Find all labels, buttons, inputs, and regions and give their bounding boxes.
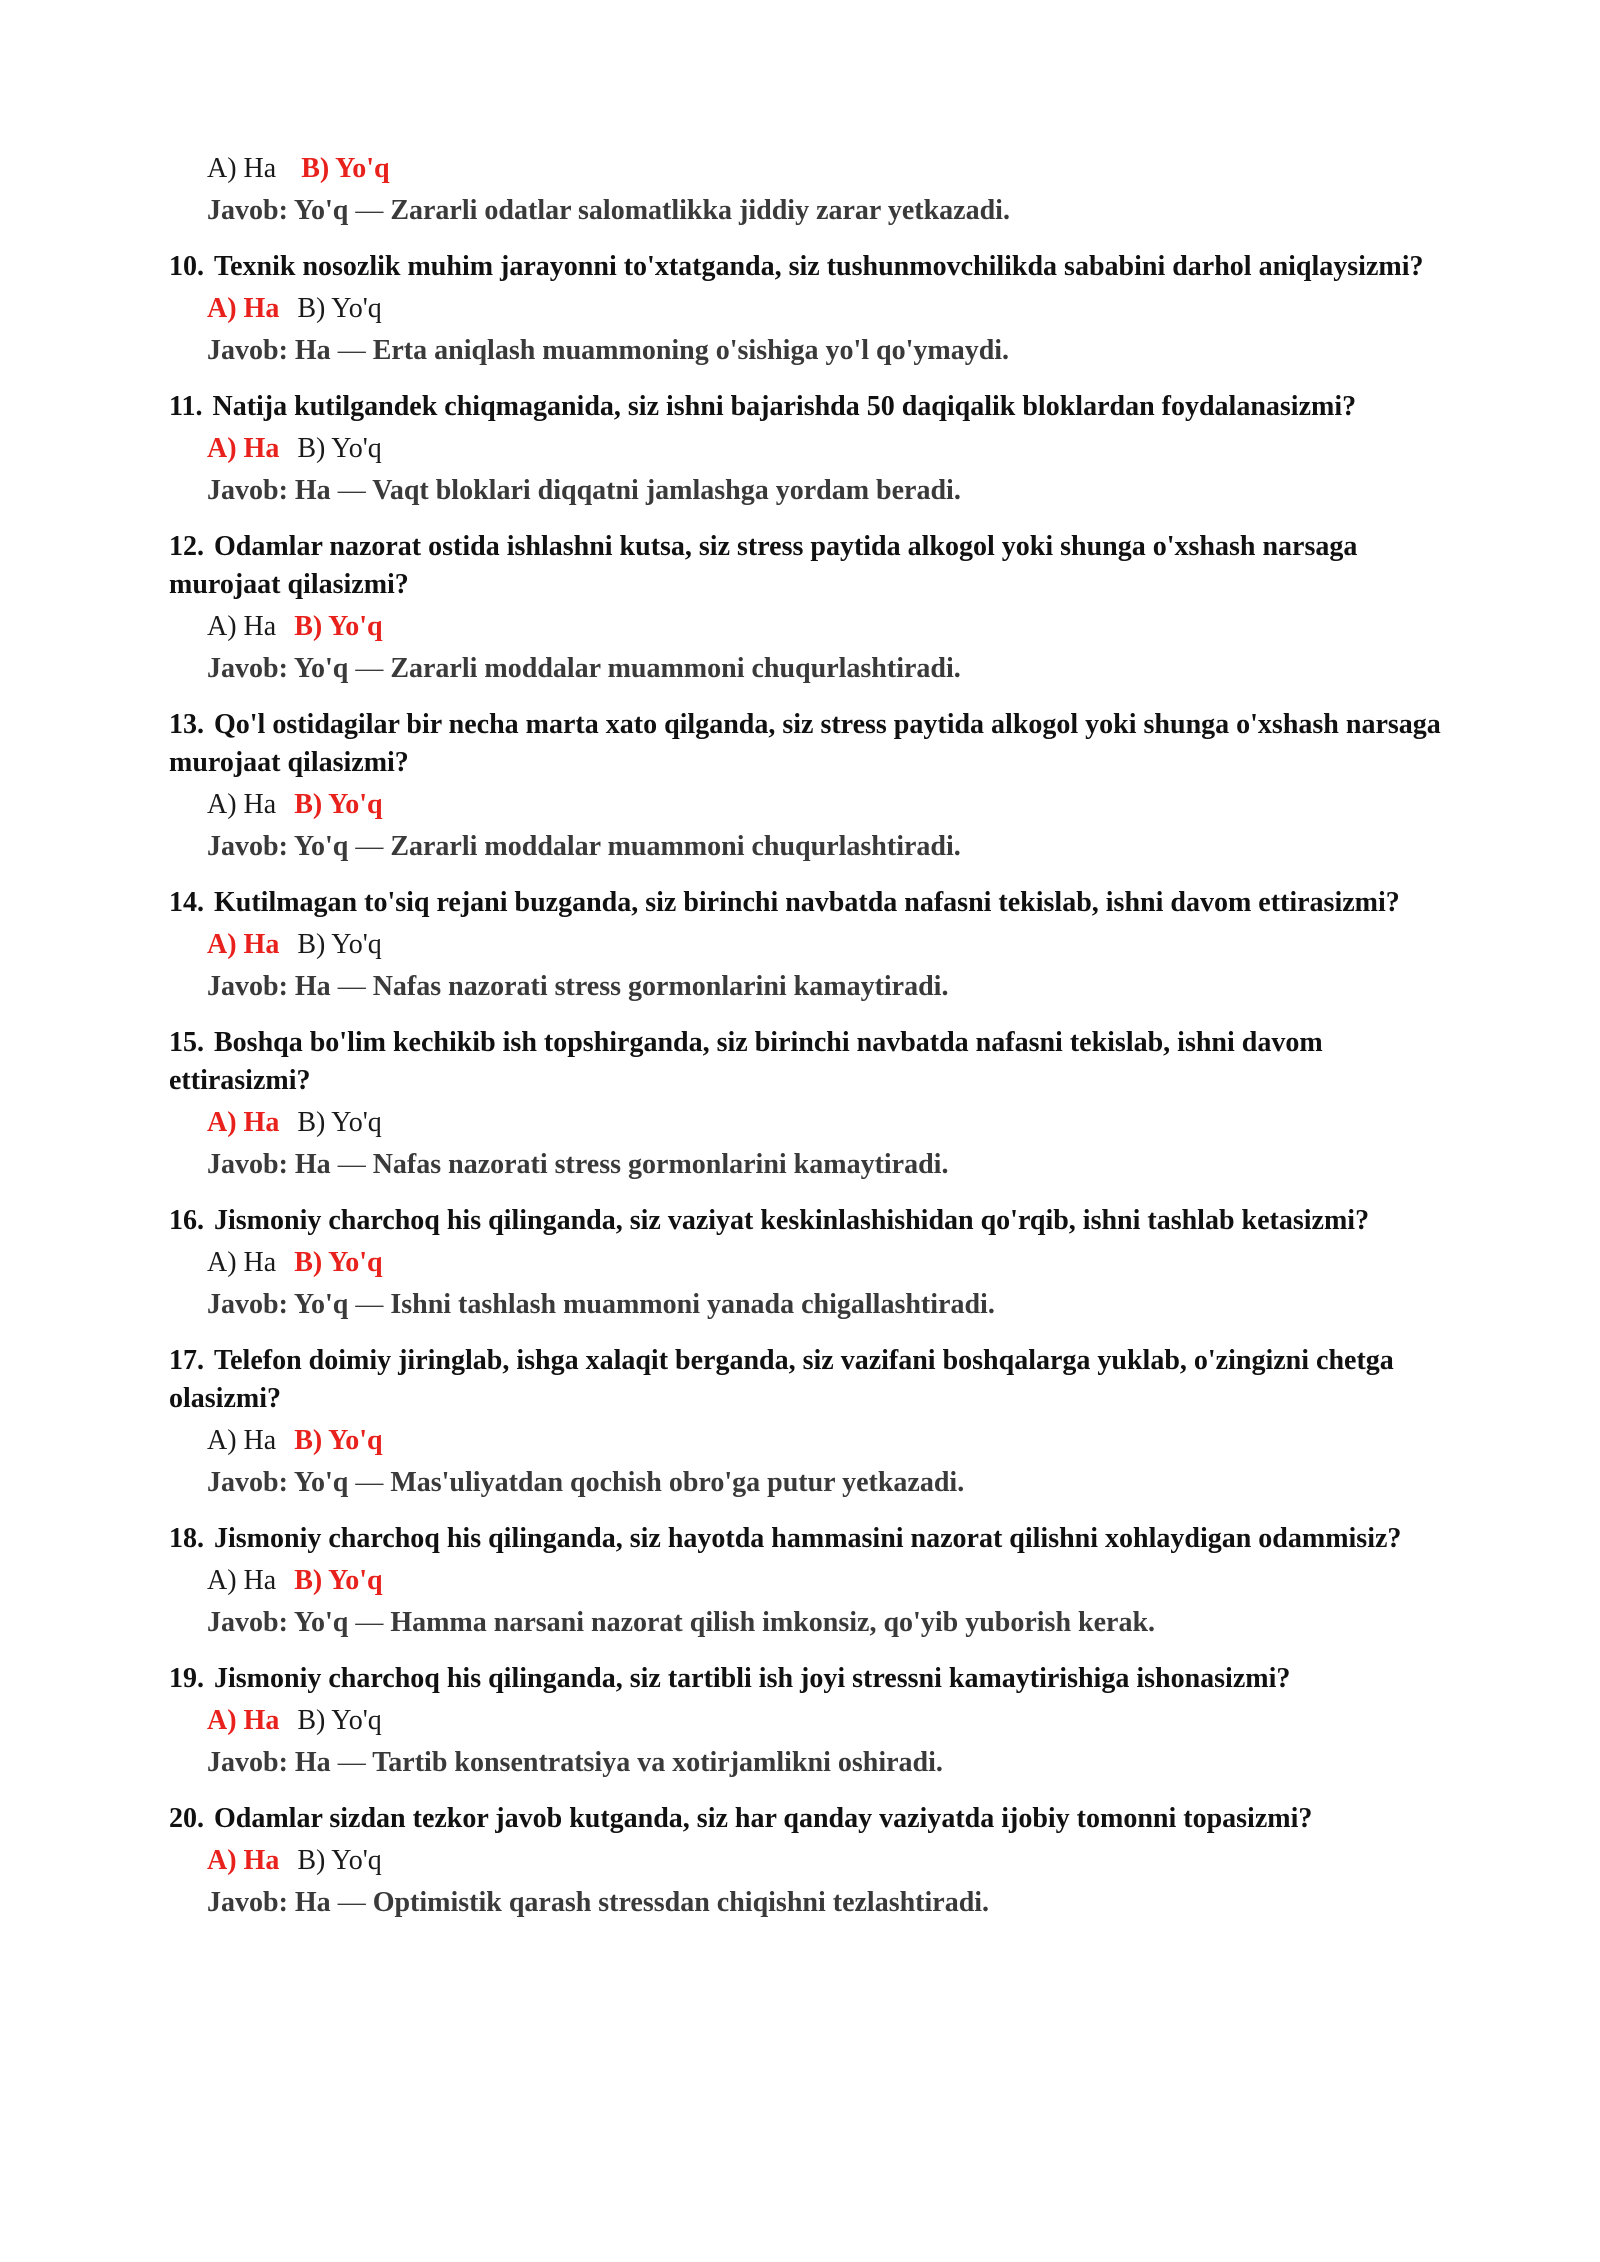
question-item [169, 1024, 1469, 1184]
answer-explanation [169, 192, 1469, 230]
option-a: A) Ha [207, 1107, 280, 1138]
question-text-line [169, 248, 1469, 286]
question-text: Natija kutilgandek chiqmaganida, siz ishni bajarishda 50 daqiqalik bloklardan foydalanasizmi? [212, 391, 1357, 422]
option-b: B) Yo'q [294, 1565, 383, 1596]
option-a: A) Ha [207, 1705, 280, 1736]
javob-text: Vaqt bloklari diqqatni jamlashga yordam beradi. [372, 475, 961, 506]
question-text-line [169, 1800, 1469, 1838]
option-a: A) Ha [207, 789, 277, 820]
javob-label: Javob: Ha [207, 1149, 331, 1180]
answer-options [169, 926, 1469, 964]
javob-text: Tartib konsentratsiya va xotirjamlikni oshiradi. [372, 1747, 943, 1778]
question-item [169, 1342, 1469, 1502]
javob-label: Javob: Yo'q [207, 831, 349, 862]
option-a: A) Ha [207, 1845, 280, 1876]
option-b: B) Yo'q [294, 789, 383, 820]
javob-text: Zararli moddalar muammoni chuqurlashtiradi. [390, 831, 961, 862]
question-number: 12. [169, 531, 204, 562]
answer-explanation [169, 472, 1469, 510]
question-list [169, 248, 1469, 1922]
javob-label: Javob: Ha [207, 475, 331, 506]
javob-label: Javob: Yo'q [207, 653, 349, 684]
answer-explanation [169, 1286, 1469, 1324]
javob-dash: — [355, 1289, 384, 1320]
question-text-line [169, 1202, 1469, 1240]
answer-options [169, 150, 1469, 188]
question-number: 18. [169, 1523, 204, 1554]
question-text-line [169, 1660, 1469, 1698]
answer-options [169, 1562, 1469, 1600]
question-number: 19. [169, 1663, 204, 1694]
answer-explanation [169, 1884, 1469, 1922]
question-text: Odamlar nazorat ostida ishlashni kutsa, siz stress paytida alkogol yoki shunga o'xshash narsaga murojaat qilasizmi? [169, 531, 1358, 600]
answer-explanation [169, 828, 1469, 866]
javob-text: Nafas nazorati stress gormonlarini kamaytiradi. [372, 1149, 949, 1180]
javob-dash: — [337, 1747, 366, 1778]
javob-dash: — [337, 1887, 366, 1918]
javob-label: Javob: Ha [207, 971, 331, 1002]
question-text: Telefon doimiy jiringlab, ishga xalaqit berganda, siz vazifani boshqalarga yuklab, o'zingizni chetga olasizmi? [169, 1345, 1394, 1414]
question-text-line [169, 1520, 1469, 1558]
answer-options [169, 1842, 1469, 1880]
option-a: A) Ha [207, 1565, 277, 1596]
question-text-line [169, 884, 1469, 922]
javob-dash: — [337, 335, 366, 366]
question-item [169, 528, 1469, 688]
answer-options [169, 1104, 1469, 1142]
answer-options [169, 1244, 1469, 1282]
question-text: Jismoniy charchoq his qilinganda, siz vaziyat keskinlashishidan qo'rqib, ishni tashlab ketasizmi? [214, 1205, 1370, 1236]
question-number: 13. [169, 709, 204, 740]
question-number: 11. [169, 391, 203, 422]
javob-label: Javob: Yo'q [207, 195, 349, 226]
question-item [169, 388, 1469, 510]
question-item [169, 1660, 1469, 1782]
javob-text: Hamma narsani nazorat qilish imkonsiz, qo'yib yuborish kerak. [390, 1607, 1156, 1638]
javob-label: Javob: Yo'q [207, 1289, 349, 1320]
question-text-line [169, 706, 1469, 782]
javob-dash: — [355, 195, 384, 226]
option-b: B) Yo'q [301, 153, 390, 184]
question-item [169, 884, 1469, 1006]
answer-options [169, 608, 1469, 646]
question-number: 15. [169, 1027, 204, 1058]
option-a: A) Ha [207, 1247, 277, 1278]
javob-text: Zararli moddalar muammoni chuqurlashtiradi. [390, 653, 961, 684]
javob-label: Javob: Yo'q [207, 1467, 349, 1498]
javob-label: Javob: Yo'q [207, 1607, 349, 1638]
answer-explanation [169, 332, 1469, 370]
javob-text: Mas'uliyatdan qochish obro'ga putur yetkazadi. [390, 1467, 965, 1498]
javob-text: Zararli odatlar salomatlikka jiddiy zarar yetkazadi. [390, 195, 1010, 226]
option-a: A) Ha [207, 153, 277, 184]
answer-options [169, 1422, 1469, 1460]
answer-options [169, 1702, 1469, 1740]
answer-explanation [169, 650, 1469, 688]
question-text: Texnik nosozlik muhim jarayonni to'xtatganda, siz tushunmovchilikda sababini darhol aniqlaysizmi? [214, 251, 1424, 282]
javob-dash: — [355, 1607, 384, 1638]
question-text: Boshqa bo'lim kechikib ish topshirganda, siz birinchi navbatda nafasni tekislab, ishni davom ettirasizmi? [169, 1027, 1323, 1096]
option-a: A) Ha [207, 929, 280, 960]
javob-dash: — [337, 971, 366, 1002]
option-b: B) Yo'q [297, 1705, 382, 1736]
question-text: Kutilmagan to'siq rejani buzganda, siz birinchi navbatda nafasni tekislab, ishni davom ettirasizmi? [214, 887, 1400, 918]
answer-options [169, 786, 1469, 824]
option-b: B) Yo'q [294, 611, 383, 642]
option-b: B) Yo'q [294, 1247, 383, 1278]
question-number: 10. [169, 251, 204, 282]
question-text: Jismoniy charchoq his qilinganda, siz tartibli ish joyi stressni kamaytirishiga ishonasizmi? [214, 1663, 1291, 1694]
javob-text: Ishni tashlash muammoni yanada chigallashtiradi. [390, 1289, 995, 1320]
question-number: 17. [169, 1345, 204, 1376]
option-a: A) Ha [207, 433, 280, 464]
javob-dash: — [337, 475, 366, 506]
option-b: B) Yo'q [297, 929, 382, 960]
javob-label: Javob: Ha [207, 1887, 331, 1918]
question-item [169, 1520, 1469, 1642]
question-text-line [169, 388, 1469, 426]
question-number: 16. [169, 1205, 204, 1236]
answer-explanation [169, 1604, 1469, 1642]
option-b: B) Yo'q [294, 1425, 383, 1456]
answer-options [169, 430, 1469, 468]
javob-dash: — [355, 653, 384, 684]
answer-explanation [169, 1464, 1469, 1502]
question-number: 14. [169, 887, 204, 918]
javob-text: Erta aniqlash muammoning o'sishiga yo'l qo'ymaydi. [372, 335, 1010, 366]
javob-text: Optimistik qarash stressdan chiqishni tezlashtiradi. [372, 1887, 990, 1918]
question-text-line [169, 528, 1469, 604]
javob-dash: — [355, 831, 384, 862]
quiz-content [169, 150, 1469, 1922]
question-text: Odamlar sizdan tezkor javob kutganda, siz har qanday vaziyatda ijobiy tomonni topasizmi? [214, 1803, 1313, 1834]
answer-explanation [169, 968, 1469, 1006]
question-number: 20. [169, 1803, 204, 1834]
question-text: Qo'l ostidagilar bir necha marta xato qilganda, siz stress paytida alkogol yoki shunga o'xshash narsaga murojaat qilasizmi? [169, 709, 1441, 778]
option-b: B) Yo'q [297, 433, 382, 464]
leading-answer-block [169, 150, 1469, 230]
option-b: B) Yo'q [297, 293, 382, 324]
option-a: A) Ha [207, 611, 277, 642]
question-text-line [169, 1342, 1469, 1418]
answer-explanation [169, 1146, 1469, 1184]
answer-options [169, 290, 1469, 328]
question-item [169, 706, 1469, 866]
question-item [169, 1202, 1469, 1324]
option-a: A) Ha [207, 1425, 277, 1456]
javob-label: Javob: Ha [207, 335, 331, 366]
question-item [169, 248, 1469, 370]
option-a: A) Ha [207, 293, 280, 324]
question-text: Jismoniy charchoq his qilinganda, siz hayotda hammasini nazorat qilishni xohlaydigan odammisiz? [214, 1523, 1402, 1554]
question-text-line [169, 1024, 1469, 1100]
javob-text: Nafas nazorati stress gormonlarini kamaytiradi. [372, 971, 949, 1002]
javob-dash: — [355, 1467, 384, 1498]
option-b: B) Yo'q [297, 1107, 382, 1138]
answer-explanation [169, 1744, 1469, 1782]
question-item [169, 1800, 1469, 1922]
javob-label: Javob: Ha [207, 1747, 331, 1778]
option-b: B) Yo'q [297, 1845, 382, 1876]
javob-dash: — [337, 1149, 366, 1180]
